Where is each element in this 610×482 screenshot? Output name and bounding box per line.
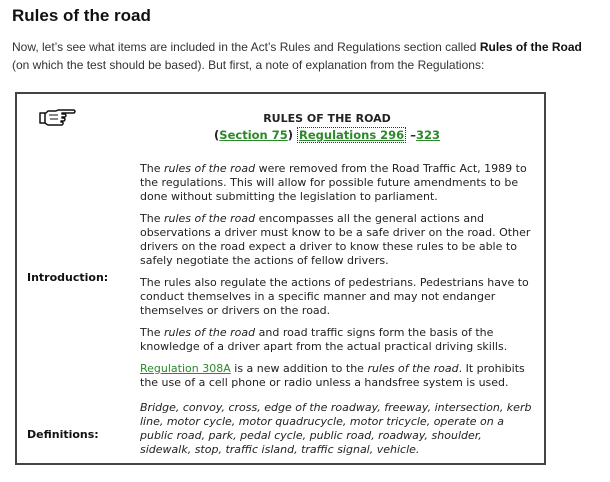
- intro-text-after: (on which the test should be based). But first, a note of explanation from the Regulations:: [12, 58, 485, 72]
- introduction-label: Introduction:: [27, 271, 109, 284]
- rules-box: [15, 92, 546, 465]
- p2-end: encompasses all the general actions and observations a driver must know to be a safe driver on the road. Other drivers on the road expect a driver to know these rules to be able to safely negotiate the actions of fellow drivers.: [140, 212, 531, 267]
- p1-end: were removed from the Road Traffic Act, 1989 to the regulations. This will allow for possible future amendments to be done without submitting the legislation to parliament.: [140, 162, 527, 203]
- p2-emphasis: rules of the road: [163, 212, 256, 225]
- p5-middle: is a new addition to the: [230, 362, 368, 375]
- paragraph-2: [140, 212, 535, 268]
- paragraph-5: [140, 362, 535, 390]
- introduction-text: [140, 162, 535, 398]
- heading-title: RULES OF THE ROAD: [263, 112, 391, 125]
- box-heading: [207, 112, 447, 143]
- p4-end: and road traffic signs form the basis of the knowledge of a driver apart from the actual practical driving skills.: [140, 326, 508, 353]
- regulation-308a-link[interactable]: Regulation 308A: [140, 362, 231, 375]
- regulations-296-link[interactable]: Regulations 296: [299, 128, 405, 142]
- paragraph-3: The rules also regulate the actions of pedestrians. Pedestrians have to conduct themselves in a specific manner and may not endanger themselves or drivers on the road.: [140, 276, 529, 317]
- definitions-label: Definitions:: [27, 428, 99, 441]
- p1-emphasis: rules of the road: [163, 162, 256, 175]
- definitions-text: Bridge, convoy, cross, edge of the roadway, freeway, intersection, kerb line, motor cycle, motor quadrucycle, motor tricycle, operate on a public road, park, pedal cycle, public road, roadway, shoulder, sidewalk, stop, traffic island, traffic signal, vehicle.: [140, 401, 532, 456]
- range-dash: –: [410, 128, 416, 142]
- p1-start: The: [140, 162, 164, 175]
- heading-links: [207, 127, 447, 143]
- page-title: Rules of the road: [12, 6, 151, 25]
- regulation-323-link[interactable]: 323: [415, 128, 440, 142]
- regulations-296-focus: [297, 127, 406, 143]
- p2-start: The: [140, 212, 164, 225]
- paragraph-4: [140, 326, 535, 354]
- intro-paragraph: [12, 38, 582, 74]
- intro-text-before: Now, let’s see what items are included in the Act’s Rules and Regulations section called: [12, 40, 480, 54]
- p5-end: . It prohibits the use of a cell phone or radio unless a handsfree system is used.: [140, 362, 525, 389]
- p4-emphasis: rules of the road: [163, 326, 256, 339]
- p5-emphasis: rules of the road: [367, 362, 459, 375]
- section-75-link[interactable]: Section 75: [219, 128, 288, 142]
- open-paren: (: [214, 128, 220, 142]
- pointing-hand-icon: [38, 108, 76, 128]
- paragraph-1: [140, 162, 535, 204]
- close-paren: ): [287, 128, 293, 142]
- intro-text-bold: Rules of the Road: [479, 40, 582, 54]
- p4-start: The: [140, 326, 164, 339]
